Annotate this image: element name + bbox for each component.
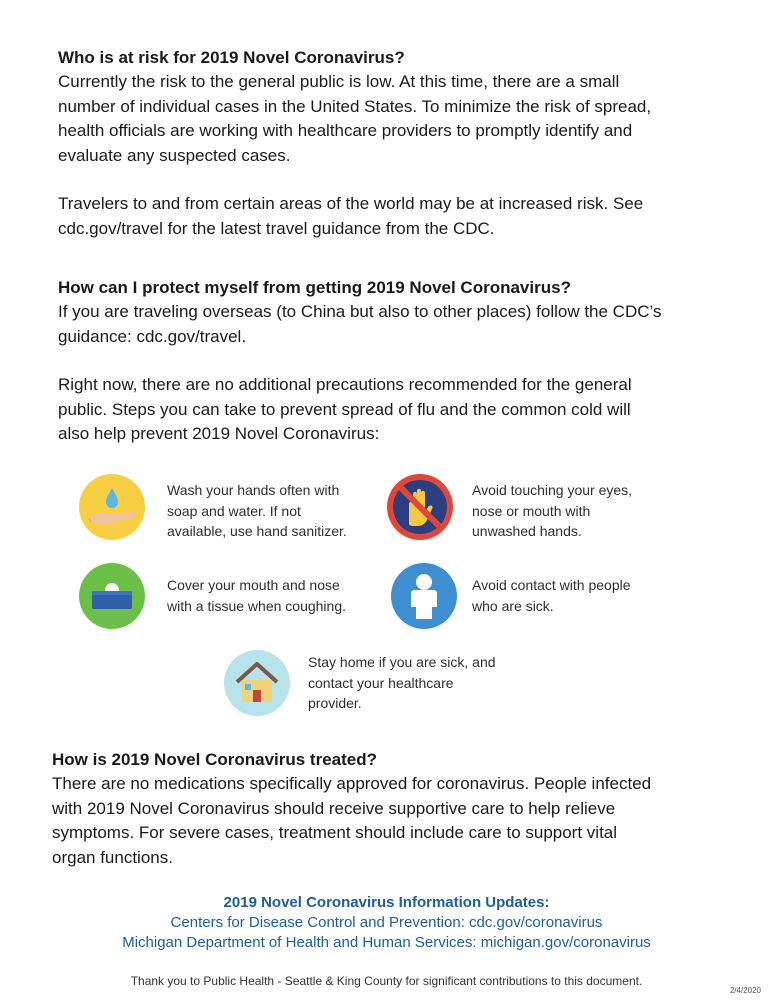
text-line: guidance: cdc.gov/travel. [58, 326, 247, 346]
tip-line: nose or mouth with [472, 502, 591, 519]
mdhhs-link[interactable]: Michigan Department of Health and Human Services: michigan.gov/coronavirus [122, 934, 651, 951]
hand-wash-icon [79, 474, 145, 540]
tip-line: unwashed hands. [472, 523, 582, 539]
tip-line: with a tissue when coughing. [167, 597, 346, 614]
risk-section [58, 46, 738, 241]
tip-stay-home [308, 652, 538, 714]
tip-hand-wash [167, 480, 372, 542]
protect-heading: How can I protect myself from getting 2019 Novel Coronavirus? [58, 278, 571, 297]
text-line: Right now, there are no additional precautions recommended for the general [58, 375, 632, 394]
updates-block [0, 892, 773, 953]
risk-paragraph-2 [58, 192, 738, 241]
tip-line: contact your healthcare [308, 674, 454, 691]
updates-title: 2019 Novel Coronavirus Information Updates: [223, 894, 550, 911]
tip-line: Cover your mouth and nose [167, 577, 340, 593]
text-line: also help prevent 2019 Novel Coronavirus: [58, 424, 380, 443]
tip-cover-cough [167, 575, 372, 616]
text-line: Travelers to and from certain areas of the world may be at increased risk. See [58, 194, 644, 213]
tip-avoid-sick [472, 575, 677, 616]
text-line: health officials are working with healthcare providers to promptly identify and [58, 121, 633, 140]
tip-line: provider. [308, 695, 362, 711]
text-line: with 2019 Novel Coronavirus should receive supportive care to help relieve [52, 798, 616, 818]
footer-date: 2/4/2020 [729, 986, 761, 995]
text-line: organ functions. [52, 847, 173, 867]
tip-line: available, use hand sanitizer. [167, 523, 347, 539]
treatment-section [52, 748, 732, 870]
tip-line: who are sick. [472, 597, 554, 614]
tip-no-touch-face [472, 480, 677, 542]
tip-line: Stay home if you are sick, and [308, 654, 496, 670]
tissue-box-icon [79, 563, 145, 629]
risk-heading: Who is at risk for 2019 Novel Coronavirus? [58, 48, 405, 67]
treatment-paragraph [52, 772, 732, 870]
treatment-heading: How is 2019 Novel Coronavirus treated? [52, 750, 377, 769]
tip-line: Avoid touching your eyes, [472, 482, 633, 498]
tip-line: Wash your hands often with [167, 482, 340, 498]
tip-line: Avoid contact with people [472, 577, 631, 593]
text-line: There are no medications specifically approved for coronavirus. People infected [52, 774, 652, 793]
text-line: evaluate any suspected cases. [58, 145, 291, 165]
text-line: number of individual cases in the United States. To minimize the risk of spread, [58, 96, 652, 116]
protect-paragraph-1 [58, 300, 738, 349]
text-line: If you are traveling overseas (to China but also to other places) follow the CDC’s [58, 302, 662, 321]
person-icon [391, 563, 457, 629]
risk-paragraph-1 [58, 70, 738, 168]
text-line: public. Steps you can take to prevent spread of flu and the common cold will [58, 399, 631, 419]
footer-thanks: Thank you to Public Health - Seattle & King County for significant contributions to this document. [130, 974, 643, 988]
text-line: cdc.gov/travel for the latest travel guidance from the CDC. [58, 218, 495, 238]
text-line: Currently the risk to the general public is low. At this time, there are a small [58, 72, 620, 91]
text-line: symptoms. For severe cases, treatment should include care to support vital [52, 823, 618, 842]
tip-line: soap and water. If not [167, 502, 301, 519]
house-icon [224, 650, 290, 716]
no-touch-face-icon [387, 474, 453, 540]
cdc-link[interactable]: Centers for Disease Control and Prevention: cdc.gov/coronavirus [170, 914, 603, 931]
protect-section [58, 276, 738, 447]
protect-paragraph-2 [58, 373, 738, 447]
